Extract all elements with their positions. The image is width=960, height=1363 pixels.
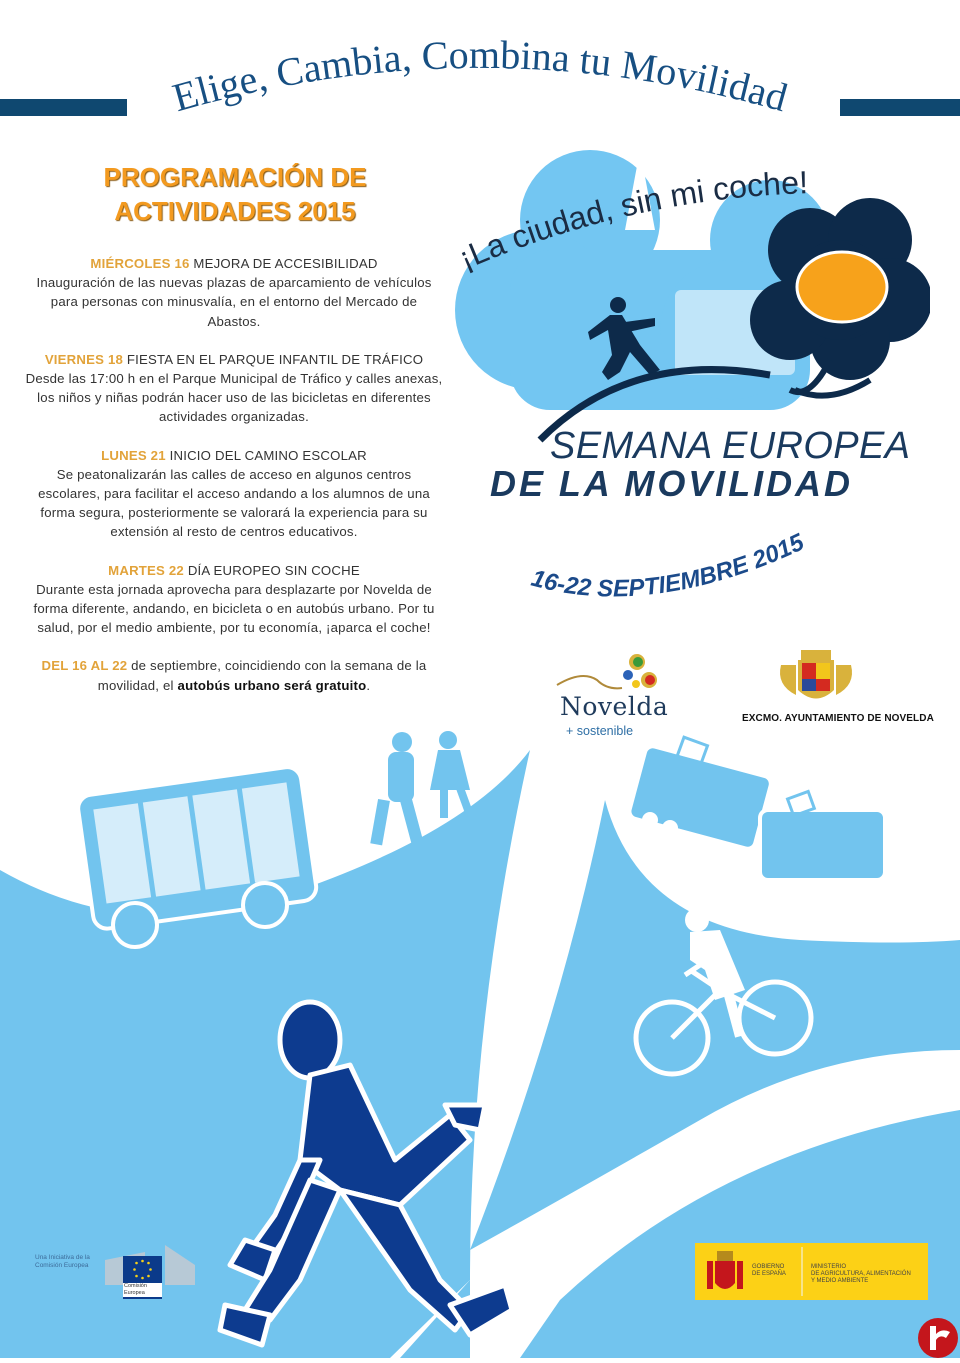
ayuntamiento-name: EXCMO. AYUNTAMIENTO DE NOVELDA [742, 713, 934, 724]
event-item [24, 254, 444, 331]
watermark-logo-icon [918, 1318, 958, 1358]
closing-highlight: autobús urbano será gratuito [177, 677, 367, 693]
dot-gold [632, 680, 640, 688]
coat-of-arms-icon [776, 645, 856, 710]
event-item [24, 561, 444, 638]
closing-text: de septiembre, coincidiendo con la semana de la movilidad, el [97, 658, 427, 693]
header-bar-left [0, 99, 127, 116]
eu-label-line1: Comisión [124, 1283, 147, 1289]
closing-day: DEL 16 AL 22 [41, 658, 128, 674]
event-item [24, 350, 444, 427]
ministerio-text [811, 1264, 911, 1285]
event-day: LUNES 21 [101, 447, 166, 463]
eu-initiative-text [35, 1254, 90, 1270]
divider [801, 1247, 803, 1296]
logo-line2: DE LA MOVILIDAD [490, 463, 850, 504]
semana-movilidad-logo [450, 140, 930, 520]
event-description: Inauguración de las nuevas plazas de aparcamiento de vehículos para personas con minusvalía, en el entorno del Mercado de Abastos. [36, 275, 432, 329]
poster-title [120, 28, 840, 128]
event-heading: MEJORA DE ACCESIBILIDAD [189, 256, 378, 271]
logo-line1: SEMANA EUROPEA [550, 425, 910, 467]
gov-line2: DE ESPAÑA [752, 1271, 786, 1277]
event-description: Durante esta jornada aprovecha para desplazarte por Novelda de forma diferente, andando, en bicicleta o en autobús urbano. Por tu salud, por el medio ambiente, por tu economía, ¡aparca el coche! [33, 581, 435, 636]
ministry-line1: MINISTERIO [811, 1264, 847, 1270]
dot-red [645, 675, 655, 685]
event-list [24, 254, 444, 714]
svg-text:Elige, Cambia, Combina tu Movi [168, 32, 792, 120]
event-day: MARTES 22 [108, 562, 184, 578]
event-item [24, 446, 444, 542]
dot-green [633, 657, 643, 667]
event-heading: DÍA EUROPEO SIN COCHE [183, 562, 360, 578]
closing-note [24, 656, 444, 694]
dot-blue [623, 670, 633, 680]
title-text: Elige, Cambia, Combina tu Movilidad [167, 31, 793, 121]
tram-icon [628, 737, 885, 906]
wave-icon [557, 676, 622, 688]
gobierno-espana-logo [695, 1243, 928, 1300]
novelda-tagline: + sostenible [566, 724, 634, 738]
novelda-name: Novelda [560, 692, 669, 721]
programme-title-line2: ACTIVIDADES 2015 [114, 196, 356, 226]
programme-title-line1: PROGRAMACIÓN DE [103, 162, 367, 192]
event-day: VIERNES 18 [44, 351, 124, 367]
event-description: Se peatonalizarán las calles de acceso en algunos centros escolares, para facilitar el acceso andando a los alumnos de una forma segura, posteriormente se valorará la experiencia para su extensión al resto de centros educativos. [38, 466, 430, 540]
header-bar-right [840, 99, 960, 116]
ministry-line2: DE AGRICULTURA, ALIMENTACIÓN [811, 1271, 911, 1277]
event-day: MIÉRCOLES 16 [90, 256, 190, 271]
closing-end: . [366, 677, 371, 693]
eu-label-line2: Europea [124, 1290, 145, 1296]
svg-text:16-22 SEPTIEMBRE 2015: 16-22 SEPTIEMBRE 2015 [528, 528, 809, 603]
gobierno-text [752, 1264, 786, 1278]
slogan-text: ¡La ciudad, sin mi coche! [453, 164, 809, 277]
eu-label [123, 1283, 162, 1299]
ministry-line3: Y MEDIO AMBIENTE [811, 1278, 869, 1284]
event-heading: INICIO DEL CAMINO ESCOLAR [165, 447, 367, 463]
programme-title [40, 160, 430, 228]
eu-text-line1: Una Iniciativa de la [35, 1254, 90, 1261]
eu-text-line2: Comisión Europea [35, 1262, 89, 1269]
spain-coat-of-arms-icon [705, 1249, 745, 1295]
event-dates [520, 510, 900, 620]
flower-center [797, 252, 887, 322]
eu-flag-icon [123, 1256, 162, 1283]
gov-line1: GOBIERNO [752, 1264, 785, 1270]
event-description: Desde las 17:00 h en el Parque Municipal de Tráfico y calles anexas, los niños y niñas podrán hacer uso de las bicicletas en diferentes actividades organizadas. [25, 371, 443, 425]
event-heading: FIESTA EN EL PARQUE INFANTIL DE TRÁFICO [123, 351, 424, 367]
